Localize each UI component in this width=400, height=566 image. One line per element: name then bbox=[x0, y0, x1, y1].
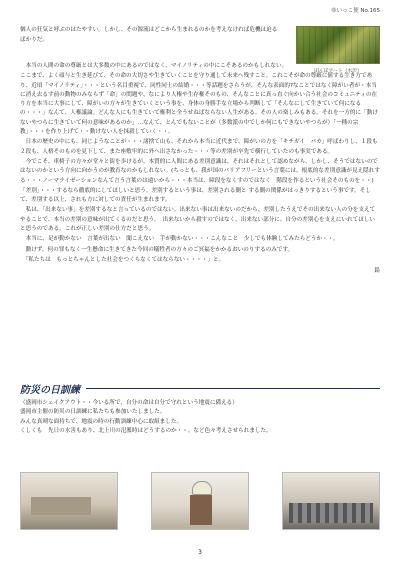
article-paragraph: 本当に、足が動かない 言葉が出ない 聞こえない 手が動かない・・・こんなこと 少しでも体験してみたらどうか・・。 bbox=[20, 236, 339, 243]
article-body bbox=[20, 62, 380, 277]
section-divider bbox=[86, 388, 380, 389]
article-paragraph: 私は、「出来ない事」を差別するなと言っているのではない。出来ない事は出来ないのだから、差別したうえでその出来ない人の分を支えてやることで、本当の差別の意味が出てくるのだと思う。 出来ないから殺すのではなく、出来ない部分に、自分の差別心を支えにいれてほしいと思うのである。これが正しい差別の仕方だと思う。 bbox=[20, 207, 376, 233]
drill-photo-row bbox=[20, 472, 380, 530]
article-paragraph: 日本の歴史の中にも、同じようなことが・・・諸捨て山も、それから本当に近代まで、障がいの方を「キチガイ バカ」呼ばわりし、１段も２段も、人格そのものを見下して、また座敷牢的に外へ出さなかった・・・等の差別が卒先で横行していたのも事実である。 bbox=[20, 139, 378, 155]
article-paragraph: ここまで、よく頑与と生き延びて、その命の大切さや生きていくことを守り通して未来へ残すこと。これこそが命の尊厳に値する生き方であり、近頃「マイノリティ」・・・という名目重視で、同性同士の結婚・・・等話題をさらうが、そんな表面的?なことではなく障がい者が・本当に消え去るす前の動物のみならず「命」の問題や、なにより人権や生存権そのもの、そんなことに真っ直ぐ向かい合う社会のコミュニティの在り方を本当に大事にして、障がいの方々が生きていくという事を、身体の身勝手な立場から判断して「そんなにして生きていて何になるの・・・」なんて、人権議論。どんな人にも生きていて権利と全うせねばならない人生がある。その人の楽しみもある。それを一方的に「動けないやつらに生きていて何の意味があるのか」…なんて、とんでもないことが（多数派の中でしか何にもできないやつらが）「一種の宗教」・・・を作り上げて・・動けない人を抹殺していく・・。 bbox=[20, 73, 378, 136]
drill-paragraph: 盛岡市主催の防災の日訓練に私たちも参加いたしました。 bbox=[20, 409, 166, 416]
rice-field-art-photo bbox=[296, 26, 380, 64]
article-paragraph: 動けず、何の罪もなく一生懸命に生きてきた今回の犠牲者の方々のご冥福をかかるおいのりするのみです。 bbox=[20, 246, 294, 253]
photo-caption: 田んぼアート（水沢） bbox=[314, 69, 362, 74]
article-paragraph: 本当の人間の命の尊厳とは大多数の中にあるのではなく、マイノリティの中にこそあるのかもしれない。 bbox=[20, 63, 288, 69]
drill-paragraph: みんな真剣な面持ちで、地震の時の行動訓練中心に取組ました。 bbox=[20, 418, 183, 425]
article-paragraph: 今でこそ、車椅子の方々が堂々と街を歩けるが、本質的に人間にある差別意識は、それはそれとして認めながら、しかし、そうではないのではないのかという方向に向かうのが教育なのかもしれない。(ちっとも、我が国のバリアフリーという言葉には、根底的な差別意識が見え隠れする・・・ノーマライゼーションなんて言う言葉のは遠いから・・・本当は、障段をなくすのではなく 階段を作るという社会そのものを・・) bbox=[20, 158, 380, 184]
drill-photo-helmet-person bbox=[151, 472, 249, 530]
drill-photo-room bbox=[20, 472, 118, 530]
section-header bbox=[20, 381, 380, 396]
article-paragraph: 「差別」・・・するなら徹底的にしてほしいと思う。差別するという事は、差別される側と する側の関係がはっきりするという事です。そして、差別する以上、されも方に対しての責任が生まれます。 bbox=[20, 187, 371, 204]
drill-paragraph: （盛岡市シェイクアウト・・今いる所で、自分の命は自分で守れという地震に備える） bbox=[20, 400, 238, 406]
author-signature: 鉛 bbox=[374, 268, 380, 275]
issue-label: ゆいっこ便 No.165 bbox=[331, 8, 380, 14]
drill-paragraph: くしくも 先日の水害もあり、北上川の氾濫時はどうするのか・・。など色々考えさせられました。 bbox=[20, 428, 272, 435]
drill-photo-table bbox=[282, 472, 380, 530]
drill-report bbox=[20, 399, 380, 437]
intro-text: 個人の狂気と呼ぶのはたやすい。しかし、その源流はどこから生まれるのかを考えなければ危機は迫るばかりだ。 bbox=[20, 27, 278, 43]
page-number: 3 bbox=[198, 549, 202, 556]
section-title: 防災の日訓練 bbox=[20, 385, 80, 396]
article-paragraph: 「私たちは もっとちゃんとした社会をつくらなくてはならない・・・・」と。 bbox=[20, 256, 225, 263]
